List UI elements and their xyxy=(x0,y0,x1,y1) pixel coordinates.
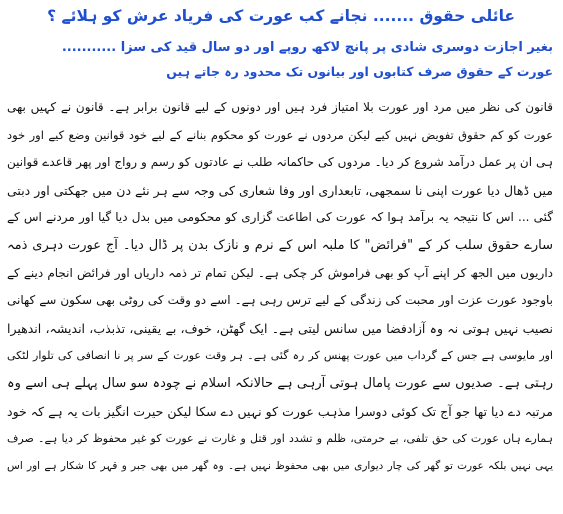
body-line: ہی ان پر عمل درآمد شروع کر دیا۔ مردوں کی حاکمانہ طلب نے عادتوں کو رسم و رواج اور پھر قاعدے قوانین xyxy=(7,155,553,170)
body-line: ہمارے ہاں عورت کی حق تلفی، بے حرمتی، ظلم و تشدد اور قتل و غارت نے عورت کو غیر محفوظ کر دیا ہے۔ صرف xyxy=(7,432,553,446)
body-line: عورت کو کم حقوق تفویض نہیں کیے لیکن مردوں نے عورت کو محکوم بنانے کے لیے خود قوانین وضع کیے اور خود xyxy=(7,127,553,142)
body-line: رہتی ہے۔ صدیوں سے عورت پامال ہوتی آرہی ہے حالانکہ اسلام نے چودہ سو سال پہلے ہی اسے وہ xyxy=(7,375,553,391)
body-line: نصیب نہیں ہوتی نہ وہ آزادفضا میں سانس لیتی ہے۔ ایک گھٹن، خوف، بے یقینی، تذبذب، اندیشہ، اندھیرا xyxy=(7,320,553,336)
body-line: قانون کی نظر میں مرد اور عورت بلا امتیاز فرد ہیں اور دونوں کے لیے قانون برابر ہے۔ قانون نے کہیں بھی xyxy=(7,100,553,114)
body-line: یہی نہیں بلکہ عورت تو گھر کی چار دیواری میں بھی محفوظ نہیں ہے۔ وہ گھر میں بھی جبر و قہر کا شکار ہے اور اس xyxy=(7,459,553,472)
body-line: باوجود عورت عزت اور محبت کی زندگی کے لیے ترس رہی ہے۔ اسے دو وقت کی روٹی بھی سکون سے کھانی xyxy=(7,293,553,308)
body-line: میں ڈھال دیا عورت اپنی نا سمجھی، تابعداری اور وفا شعاری کی وجہ سے ہر نئے دن میں جھکتی اور دبتی xyxy=(7,182,553,198)
article-subheading: بغیر اجازت دوسری شادی پر پانچ لاکھ روپے اور دو سال قید کی سزا ........... xyxy=(61,40,553,55)
article-title: عائلی حقوق ....... نجانے کب عورت کی فریاد عرش کو ہلائے ؟ xyxy=(47,7,515,25)
article-subheading: عورت کے حقوق صرف کتابوں اور بیانوں تک محدود رہ جاتے ہیں xyxy=(166,64,553,79)
article-body xyxy=(7,94,553,480)
body-line: مرتبہ دے دیا تھا جو آج تک کوئی دوسرا مذہب عورت کو نہیں دے سکا لیکن حیرت انگیز بات یہ ہے کہ خود xyxy=(7,403,553,419)
body-line: گئی ... اس کا نتیجہ یہ برآمد ہوا کہ عورت کی اطاعت گزاری کو محکومی میں بدل دیا گیا اور مردنے اس کے xyxy=(7,210,553,225)
body-line: اور مایوسی ہے جس کے گرداب میں عورت پھنس کر رہ گئی ہے۔ ہر وقت عورت کے سر پر نا انصافی کی تلوار لٹکی xyxy=(7,349,553,363)
body-line: سارے حقوق سلب کر کے "فرائض" کا ملبہ اس کے نرم و نازک بدن پر ڈال دیا۔ آج عورت دہری ذمہ xyxy=(7,237,553,253)
body-line: داریوں میں الجھ کر اپنے آپ کو بھی فراموش کر چکی ہے۔ لیکن تمام تر ذمہ داریاں اور فرائض انجام دینے کے xyxy=(7,265,553,280)
